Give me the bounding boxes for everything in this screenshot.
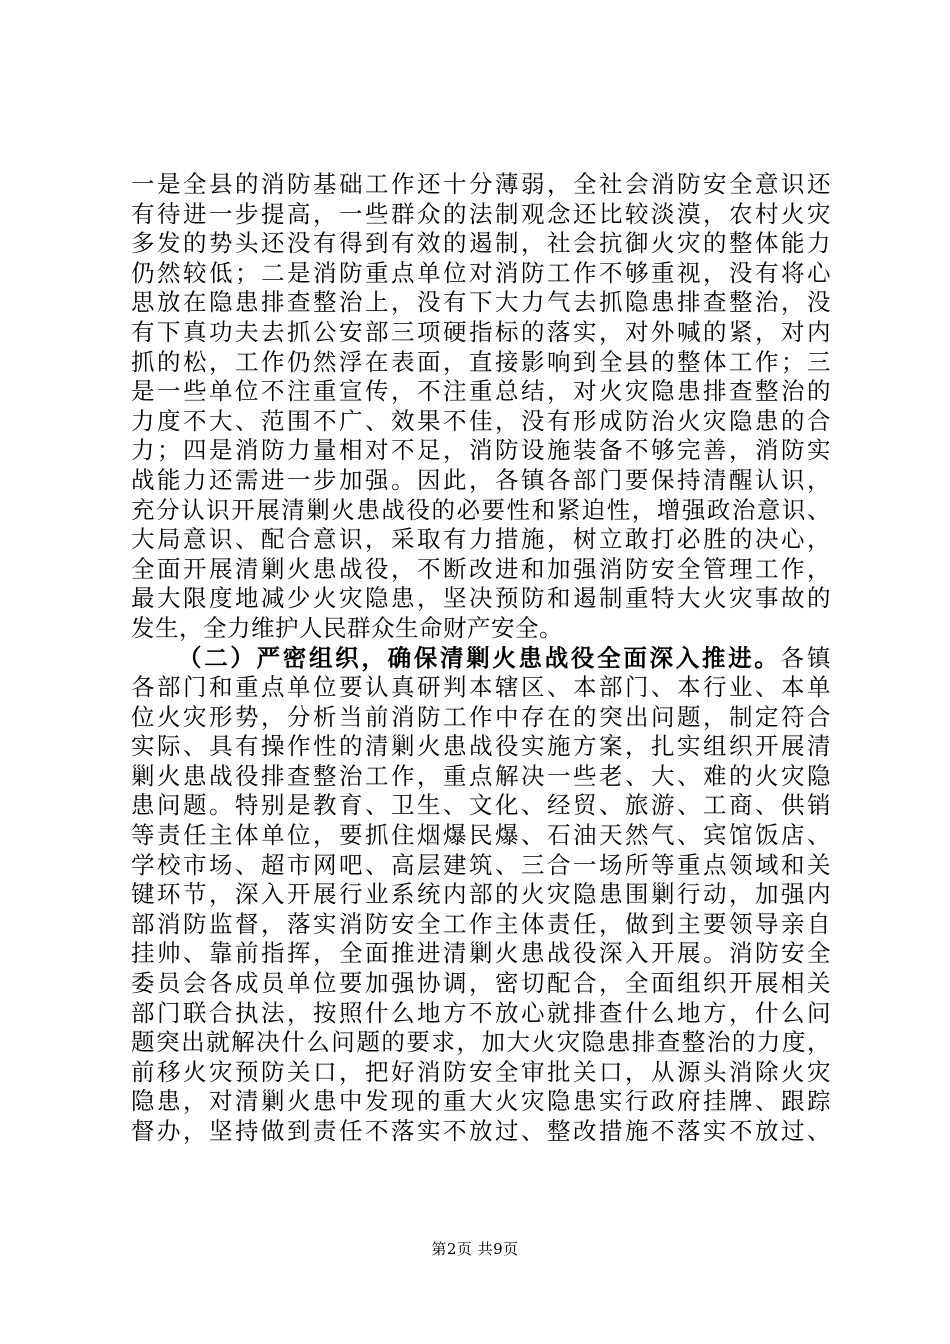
text-line: 学校市场、超市网吧、高层建筑、三合一场所等重点领域和关 [131,850,831,879]
text-line: 挂帅、靠前指挥，全面推进清剿火患战役深入开展。消防安全 [131,939,831,968]
text-line: 前移火灾预防关口，把好消防安全审批关口，从源头消除火灾 [131,1057,831,1086]
text-line: 最大限度地减少火灾隐患，坚决预防和遏制重特大火灾事故的 [131,584,831,613]
text-line: 是一些单位不注重宣传，不注重总结，对火灾隐患排查整治的 [131,377,831,406]
text-line: 督办，坚持做到责任不落实不放过、整改措施不落实不放过、 [131,1117,831,1145]
text-line: 力度不大、范围不广、效果不佳，没有形成防治火灾隐患的合 [131,406,831,435]
paragraph-2 [131,644,831,1147]
text-line: 实际、具有操作性的清剿火患战役实施方案，扎实组织开展清 [131,732,831,761]
text-line: 部门联合执法，按照什么地方不放心就排查什么地方，什么问 [131,998,831,1027]
page-number-footer: 第2页 共9页 [431,1240,519,1258]
text-line: 部消防监督，落实消防安全工作主体责任，做到主要领导亲自 [131,909,831,938]
text-line: 各部门和重点单位要认真研判本辖区、本部门、本行业、本单 [131,673,831,702]
text-line: 患问题。特别是教育、卫生、文化、经贸、旅游、工商、供销 [131,791,831,820]
text-line: 键环节，深入开展行业系统内部的火灾隐患围剿行动，加强内 [131,880,831,909]
text-run: 各镇 [780,643,831,672]
text-line: 题突出就解决什么问题的要求，加大火灾隐患排查整治的力度， [131,1028,831,1057]
text-line: 全面开展清剿火患战役，不断改进和加强消防安全管理工作， [131,554,831,583]
text-line: 发生，全力维护人民群众生命财产安全。 [131,613,563,642]
text-line: 有待进一步提高，一些群众的法制观念还比较淡漠，农村火灾 [131,199,831,228]
text-line: 仍然较低；二是消防重点单位对消防工作不够重视，没有将心 [131,258,831,287]
text-line: 多发的势头还没有得到有效的遏制，社会抗御火灾的整体能力 [131,229,831,258]
text-line: 等责任主体单位，要抓住烟爆民爆、石油天然气、宾馆饭店、 [131,821,831,850]
text-line: 剿火患战役排查整治工作，重点解决一些老、大、难的火灾隐 [131,761,831,790]
text-line: 大局意识、配合意识，采取有力措施，树立敢打必胜的决心， [131,525,831,554]
paragraph-1 [131,170,831,644]
text-line: 战能力还需进一步加强。因此，各镇各部门要保持清醒认识， [131,465,831,494]
text-line: 抓的松，工作仍然浮在表面，直接影响到全县的整体工作；三 [131,347,831,376]
text-line: 位火灾形势，分析当前消防工作中存在的突出问题，制定符合 [131,702,831,731]
text-line: 委员会各成员单位要加强协调，密切配合，全面组织开展相关 [131,969,831,998]
text-line: 思放在隐患排查整治上，没有下大力气去抓隐患排查整治，没 [131,288,831,317]
text-line: 有下真功夫去抓公安部三项硬指标的落实，对外喊的紧，对内 [131,317,831,346]
document-body [131,170,831,1147]
text-line: 力；四是消防力量相对不足，消防设施装备不够完善，消防实 [131,436,831,465]
section-heading: （二）严密组织，确保清剿火患战役全面深入推进。 [178,643,781,672]
text-line: 隐患，对清剿火患中发现的重大火灾隐患实行政府挂牌、跟踪 [131,1087,831,1116]
text-line: 充分认识开展清剿火患战役的必要性和紧迫性，增强政治意识、 [131,495,831,524]
text-line: 一是全县的消防基础工作还十分薄弱，全社会消防安全意识还 [131,170,831,198]
paragraph-first-line [131,644,831,674]
